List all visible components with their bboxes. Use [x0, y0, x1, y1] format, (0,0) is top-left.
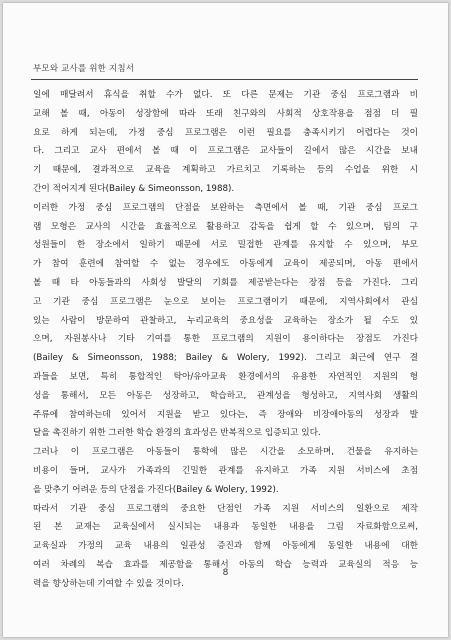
text-line: 있는 사람이 방문하여 관찰하고, 누리교육의 중요성을 교육하는 장소가 될 수도 있 [33, 315, 418, 326]
text-line: 력을 향상하는데 기여할 수 있을 것이다. [33, 578, 184, 589]
running-header: 부모와 교사를 위한 지침서 [33, 64, 135, 74]
text-line: 여러 차례의 복습 효과를 제공함을 통해서 아동의 학습 능력과 교육실의 적응 능 [33, 559, 418, 570]
text-line: 가 참여 훈련에 참여할 수 없는 경우에도 아동에게 교육이 제공되며, 아동 편에서 [33, 259, 418, 270]
text-line: 성원들이 한 장소에서 일하기 때문에 서로 밀접한 관계를 유지할 수 있으며, 부모 [33, 240, 418, 251]
document-page [3, 3, 448, 637]
text-line: 일에 매달려서 휴식을 취할 수가 없다. 또 다른 문제는 기관 중심 프로그램과 비 [33, 90, 418, 100]
text-line: 달을 촉진하기 위한 그러한 학습 환경의 효과성은 반복적으로 입증되고 있다. [33, 428, 321, 439]
text-line: (Bailey & Simeonsson, 1988; Bailey & Wolery, 1992). 그리고 최근에 연구 결 [33, 353, 418, 364]
text-line: 주류에 참여하는데 있어서 지원을 받고 있다는, 즉 장애와 비장애아동의 성장과 발 [33, 409, 418, 420]
text-line: 간이 적어지게 된다(Bailey & Simeonsson, 1988). [33, 183, 235, 194]
text-line: 고 기관 중심 프로그램은 눈으로 보이는 프로그램이기 때문에, 지역사회에서 관심 [33, 296, 418, 307]
text-line: 과들을 보면, 특히 통합적인 탁아/유아교육 환경에서의 유용한 자연적인 지원의 형 [33, 371, 418, 382]
text-line: 된 본 교재는 교육실에서 실시되는 내용과 동일한 내용을 그림 자료화함으로써, [33, 522, 418, 533]
text-line: 교육실과 가정의 교육 내용의 일관성 증진과 함께 아동에게 동일한 내용에 대한 [33, 541, 418, 552]
text-line: 을 맞추기 어려운 등의 단점을 가진다(Bailey & Wolery, 1992). [33, 484, 279, 495]
body-text [33, 86, 418, 594]
text-line: 그러나 이 프로그램은 아동들이 통학에 많은 시간을 소모하며, 건물을 유지하는 [33, 447, 418, 458]
text-line: 다. 그리고 교사 편에서 볼 때 이 프로그램은 교사들이 길에서 많은 시간을 보내 [33, 146, 418, 157]
text-line: 이러한 가정 중심 프로그램의 단점을 보완하는 측면에서 볼 때, 기관 중심 프로그 [33, 202, 418, 213]
text-line: 으며, 자원봉사나 기타 기여를 통한 프로그램의 지원이 용이하다는 장점도 가진다 [33, 334, 418, 345]
page-number: 8 [222, 568, 229, 578]
text-line: 따라서 기관 중심 프로그램의 중요한 단점인 가족 지원 서비스의 일환으로 제작 [33, 503, 418, 514]
text-line: 기 때문에, 결과적으로 교육을 계획하고 가르치고 기록하는 등의 수업을 위한 시 [33, 165, 418, 176]
text-line: 비용이 들며, 교사가 가족과의 긴밀한 관계를 유지하고 가족 지원 서비스에 초점 [33, 465, 418, 476]
text-line: 볼 때 타 아동들과의 사회성 발달의 기회를 제공받는다는 장점 등을 가진다. 그리 [33, 277, 418, 288]
text-line: 성을 통해서, 모든 아동은 성장하고, 학습하고, 관계성을 형성하고, 지역사회 생활의 [33, 390, 418, 401]
text-line: 요로 하게 되는데, 가정 중심 프로그램은 이런 필요를 충족시키기 어렵다는 것이 [33, 127, 418, 138]
header-rule [31, 79, 418, 80]
text-line: 램 모형은 교사의 시간을 효율적으로 활용하고 감독을 쉽게 할 수 있으며, 팀의 구 [33, 221, 418, 232]
text-line: 교해 볼 때, 아동이 성장함에 따라 또래 친구와의 사회적 상호작용을 점점 더 필 [33, 108, 418, 119]
